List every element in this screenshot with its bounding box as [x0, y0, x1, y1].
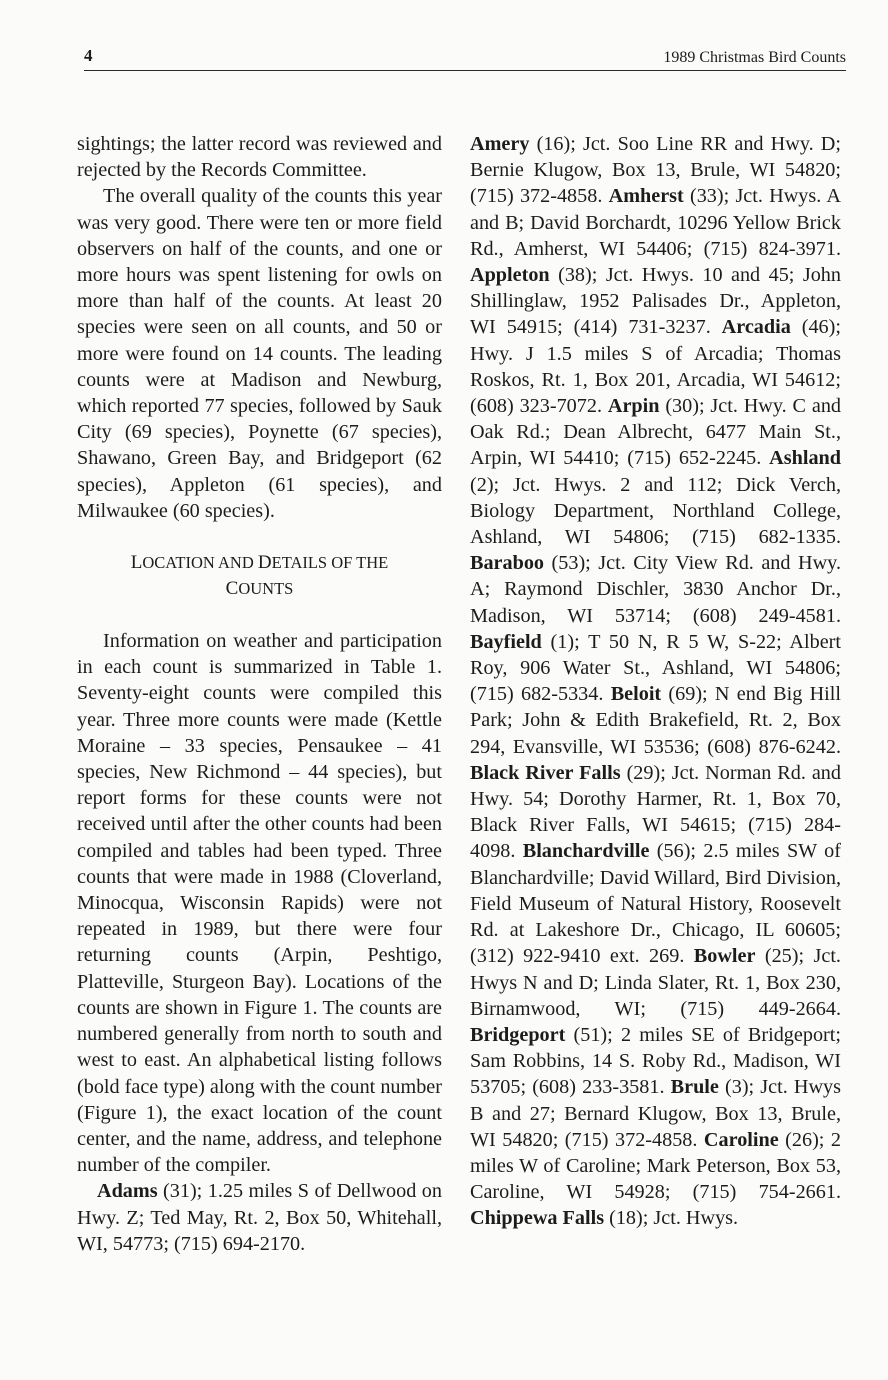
count-details-appleton: (38); Jct. Hwys. 10 and 45; John Shillinglaw, 1952 Palisades Dr., Appleton, WI 54915; (414) 731-3237. — [470, 264, 841, 339]
count-details-black-river-falls: (29); Jct. Norman Rd. and Hwy. 54; Dorothy Harmer, Rt. 1, Box 70, Black River Falls, WI 54615; (715) 284-4098. — [470, 761, 841, 863]
count-name-arpin: Arpin — [607, 395, 660, 418]
count-details-arpin: (30); Jct. Hwy. C and Oak Rd.; Dean Albrecht, 6477 Main St., Arpin, WI 54410; (715) 652-2245. — [470, 395, 842, 470]
count-details-bayfield: (1); T 50 N, R 5 W, S-22; Albert Roy, 906 Water St., Ashland, WI 54806; (715) 682-5334. — [470, 630, 841, 706]
heading-text-3: OUNTS — [238, 579, 294, 599]
heading-cap-d: D — [257, 552, 272, 574]
paragraph-quality: The overall quality of the counts this year was very good. There were ten or more field observers on half of the counts, and one or more hours was spent listening for owls on more than half of the counts. At least 20 species were seen on all counts, and 50 or more were found on 14 counts. The leading counts were at Madison and Newburg, which reported 77 species, followed by Sauk City (69 species), Poynette (67 species), Shawano, Green Bay, and Bridgeport (62 species), Appleton (61 species), and Milwaukee (60 species). — [77, 185, 442, 522]
count-name-beloit: Beloit — [610, 683, 662, 706]
count-name-black-river-falls: Black River Falls — [470, 761, 621, 784]
page-header — [84, 44, 846, 71]
count-details-brule: (3); Jct. Hwys B and 27; Bernard Klugow, Box 13, Brule, WI 54820; (715) 372-4858. — [470, 1076, 842, 1151]
count-details-amherst: (33); Jct. Hwys. A and B; David Borchardt, 10296 Yellow Brick Rd., Amherst, WI 54406; (715) 824-3971. — [470, 185, 841, 260]
count-name-chippewa-falls: Chippewa Falls — [470, 1207, 605, 1230]
count-name-baraboo: Baraboo — [470, 552, 545, 575]
heading-cap-c: C — [225, 578, 239, 600]
count-name: Adams — [97, 1180, 158, 1203]
heading-text-1: OCATION AND — [142, 553, 258, 573]
count-name-arcadia: Arcadia — [721, 316, 791, 339]
count-listing — [470, 131, 841, 1232]
left-column — [77, 131, 442, 1257]
section-heading — [77, 550, 442, 602]
count-details-amery: (16); Jct. Soo Line RR and Hwy. D; Bernie Klugow, Box 13, Brule, WI 54820; (715) 372-4858. — [470, 133, 841, 208]
count-name-bridgeport: Bridgeport — [470, 1023, 566, 1046]
count-details-bridgeport: (51); 2 miles SE of Bridgeport; Sam Robbins, 14 S. Roby Rd., Madison, WI 53705; (608) 233-3581. — [470, 1023, 841, 1099]
count-details-beloit: (69); N end Big Hill Park; John & Edith Brakefield, Rt. 2, Box 294, Evansville, WI 53536; (608) 876-6242. — [470, 683, 842, 758]
page-number: 4 — [84, 46, 93, 65]
heading-text-2: ETAILS OF THE — [271, 553, 389, 573]
count-name-ashland: Ashland — [769, 447, 841, 470]
count-name-amery: Amery — [470, 133, 530, 155]
count-name-caroline: Caroline — [703, 1128, 779, 1151]
heading-cap-l: L — [130, 552, 143, 574]
count-name-bowler: Bowler — [693, 945, 756, 968]
count-details-blanchardville: (56); 2.5 miles SW of Blanchardville; David Willard, Bird Division, Field Museum of Natural History, Roosevelt Rd. at Lakeshore Dr., Chicago, IL 60605; (312) 922-9410 ext. 269. — [470, 840, 841, 968]
paragraph-information: Information on weather and participation in each count is summarized in Table 1. Seventy-eight counts were compiled this year. Three more counts were made (Kettle Moraine – 33 species, Pensaukee – 41 species, New Richmond – 44 species), but report forms for these counts were not received until after the other counts had been compiled and tables had been typed. Three counts that were made in 1988 (Cloverland, Minocqua, Wisconsin Rapids) were not repeated in 1989, but there were four returning counts (Arpin, Peshtigo, Platteville, Sturgeon Bay). Locations of the counts are shown in Figure 1. The counts are numbered generally from north to south and west to east. An alphabetical listing follows (bold face type) along with the count number (Figure 1), the exact location of the count center, and the name, address, and telephone number of the compiler. — [77, 630, 442, 1177]
running-title: 1989 Christmas Bird Counts — [663, 49, 846, 66]
count-name-brule: Brule — [670, 1076, 719, 1099]
count-name-appleton: Appleton — [470, 264, 550, 287]
paragraph-continuation: sightings; the latter record was reviewed and rejected by the Records Committee. — [77, 133, 442, 182]
count-entry-adams — [77, 1178, 442, 1257]
count-name-blanchardville: Blanchardville — [522, 840, 650, 863]
count-details: (31); 1.25 miles S of Dellwood on Hwy. Z; Ted May, Rt. 2, Box 50, Whitehall, WI, 54773; (715) 694-2170. — [77, 1180, 442, 1255]
count-name-amherst: Amherst — [608, 185, 684, 208]
count-details-baraboo: (53); Jct. City View Rd. and Hwy. A; Raymond Dischler, 3830 Anchor Dr., Madison, WI 53714; (608) 249-4581. — [470, 552, 841, 627]
count-details-bowler: (25); Jct. Hwys N and D; Linda Slater, Rt. 1, Box 230, Birnamwood, WI; (715) 449-2664. — [470, 945, 841, 1020]
count-details-chippewa-falls: (18); Jct. Hwys. — [604, 1207, 739, 1230]
count-details-caroline: (26); 2 miles W of Caroline; Mark Peterson, Box 53, Caroline, WI 54928; (715) 754-2661. — [470, 1128, 841, 1204]
count-name-bayfield: Bayfield — [470, 630, 542, 653]
count-details-arcadia: (46); Hwy. J 1.5 miles S of Arcadia; Thomas Roskos, Rt. 1, Box 201, Arcadia, WI 54612; (608) 323-7072. — [470, 316, 841, 418]
count-details-ashland: (2); Jct. Hwys. 2 and 112; Dick Verch, Biology Department, Northland College, Ashland, WI 54806; (715) 682-1335. — [470, 473, 841, 549]
right-column — [470, 131, 841, 1232]
